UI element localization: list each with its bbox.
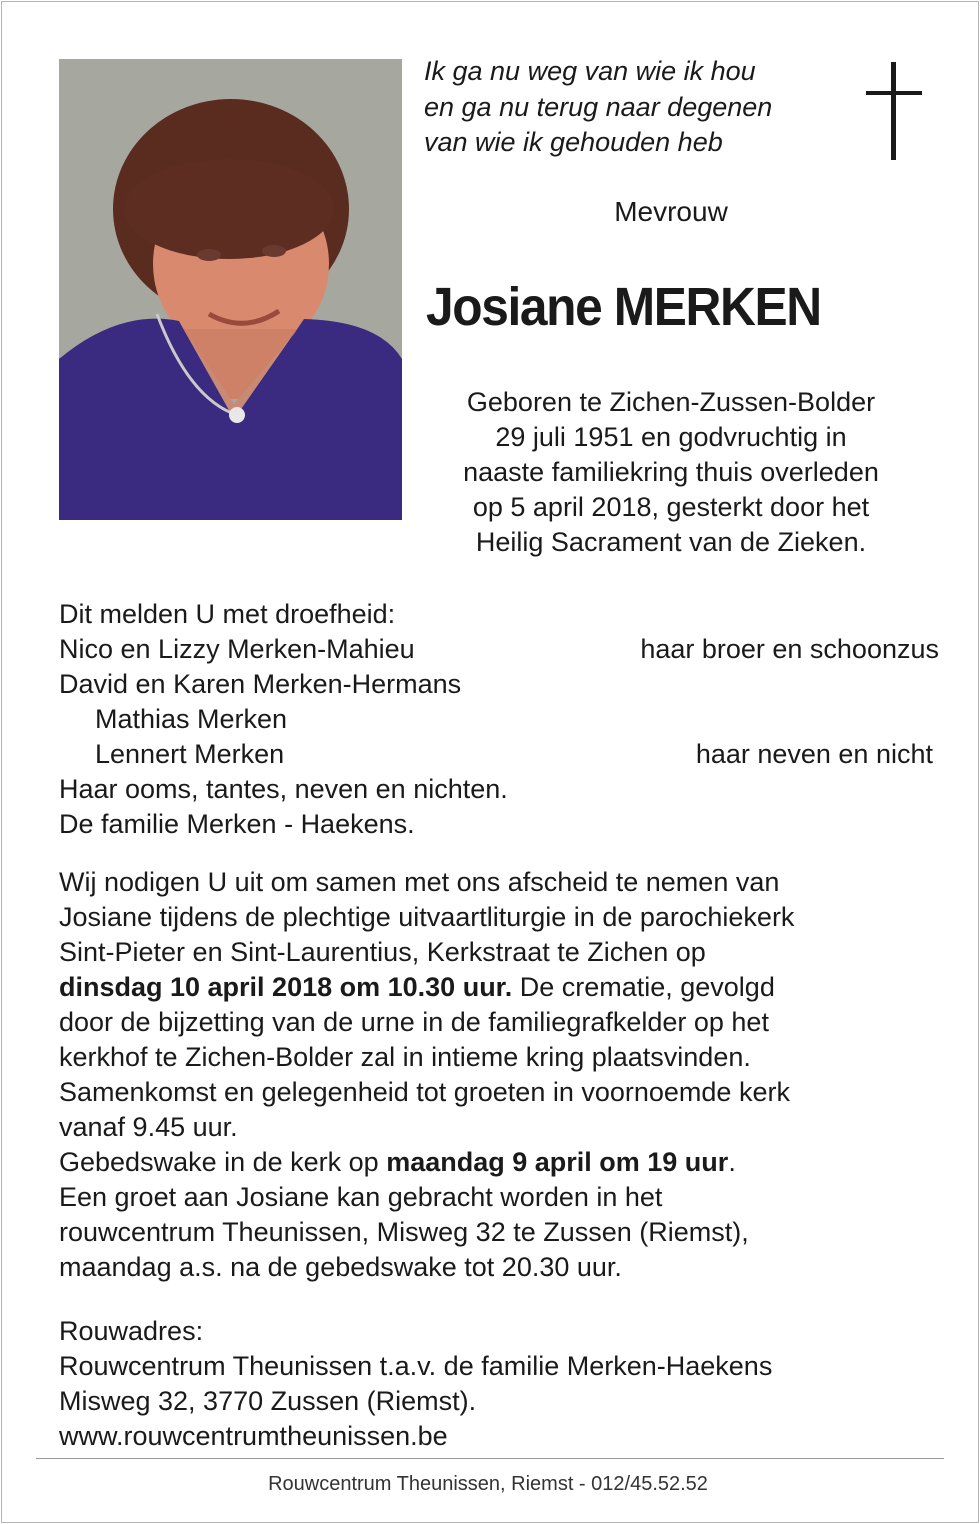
mourner-name: Mathias Merken [95,704,288,734]
invite-text: De crematie, gevolgd [512,972,775,1002]
mourner-extra: De familie Merken - Haekens. [59,809,415,839]
mourner-row [59,702,939,737]
address-heading: Rouwadres: [59,1316,204,1346]
birth-line: Heilig Sacrament van de Zieken. [475,527,867,557]
poem-line: van wie ik gehouden heb [424,127,723,157]
mourner-row [59,632,939,667]
invite-line: rouwcentrum Theunissen, Misweg 32 te Zussen (Riemst), [59,1217,749,1247]
website-link[interactable]: www.rouwcentrumtheunissen.be [59,1421,448,1451]
birth-line: naaste familiekring thuis overleden [463,457,879,487]
invite-line: Josiane tijdens de plechtige uitvaartliturgie in de parochiekerk [59,902,795,932]
invite-text: Gebedswake in de kerk op [59,1147,387,1177]
invite-line: Een groet aan Josiane kan gebracht worden in het [59,1182,663,1212]
mourners-list [59,597,939,842]
poem-line: Ik ga nu weg van wie ik hou [424,56,756,86]
mourner-extra: Haar ooms, tantes, neven en nichten. [59,774,508,804]
vigil-date: maandag 9 april om 19 uur [386,1147,729,1177]
birth-line: 29 juli 1951 en godvruchtig in [495,422,847,452]
invite-line: vanaf 9.45 uur. [59,1112,238,1142]
invite-line: Wij nodigen U uit om samen met ons afscheid te nemen van [59,867,780,897]
cross-icon [866,62,922,160]
mourner-relation: haar neven en nicht [695,739,933,769]
mourning-address [59,1314,939,1454]
address-line: Rouwcentrum Theunissen t.a.v. de familie Merken-Haekens [59,1351,773,1381]
address-line: Misweg 32, 3770 Zussen (Riemst). [59,1386,477,1416]
invite-line: door de bijzetting van de urne in de familiegrafkelder op het [59,1007,769,1037]
funeral-invitation [59,865,939,1285]
mourner-name: Lennert Merken [95,739,285,769]
salutation: Mevrouw [614,196,728,227]
mourners-intro: Dit melden U met droefheid: [59,599,396,629]
footer-text: Rouwcentrum Theunissen, Riemst - 012/45.52.52 [268,1473,708,1495]
footer-divider [36,1458,944,1459]
mourner-name: David en Karen Merken-Hermans [59,669,462,699]
portrait-photo [59,59,402,520]
birth-line: op 5 april 2018, gesterkt door het [472,492,870,522]
invite-line: Sint-Pieter en Sint-Laurentius, Kerkstraat te Zichen op [59,937,706,967]
invite-line [59,1145,939,1180]
mourner-row [59,667,939,702]
invite-line: maandag a.s. na de gebedswake tot 20.30 uur. [59,1252,622,1282]
invite-line: Samenkomst en gelegenheid tot groeten in voornoemde kerk [59,1077,790,1107]
poem-line: en ga nu terug naar degenen [424,91,773,122]
birth-death-info [424,385,918,560]
deceased-name: Josiane MERKEN [426,277,821,337]
invite-line: kerkhof te Zichen-Bolder zal in intieme kring plaatsvinden. [59,1042,751,1072]
invite-line [59,970,939,1005]
mourner-row [59,737,939,772]
birth-line: Geboren te Zichen-Zussen-Bolder [466,387,876,417]
invite-text: . [728,1147,736,1177]
mourner-name: Nico en Lizzy Merken-Mahieu [59,634,415,664]
funeral-date: dinsdag 10 april 2018 om 10.30 uur. [59,972,513,1002]
poem [424,54,844,161]
mourner-relation: haar broer en schoonzus [640,634,939,664]
